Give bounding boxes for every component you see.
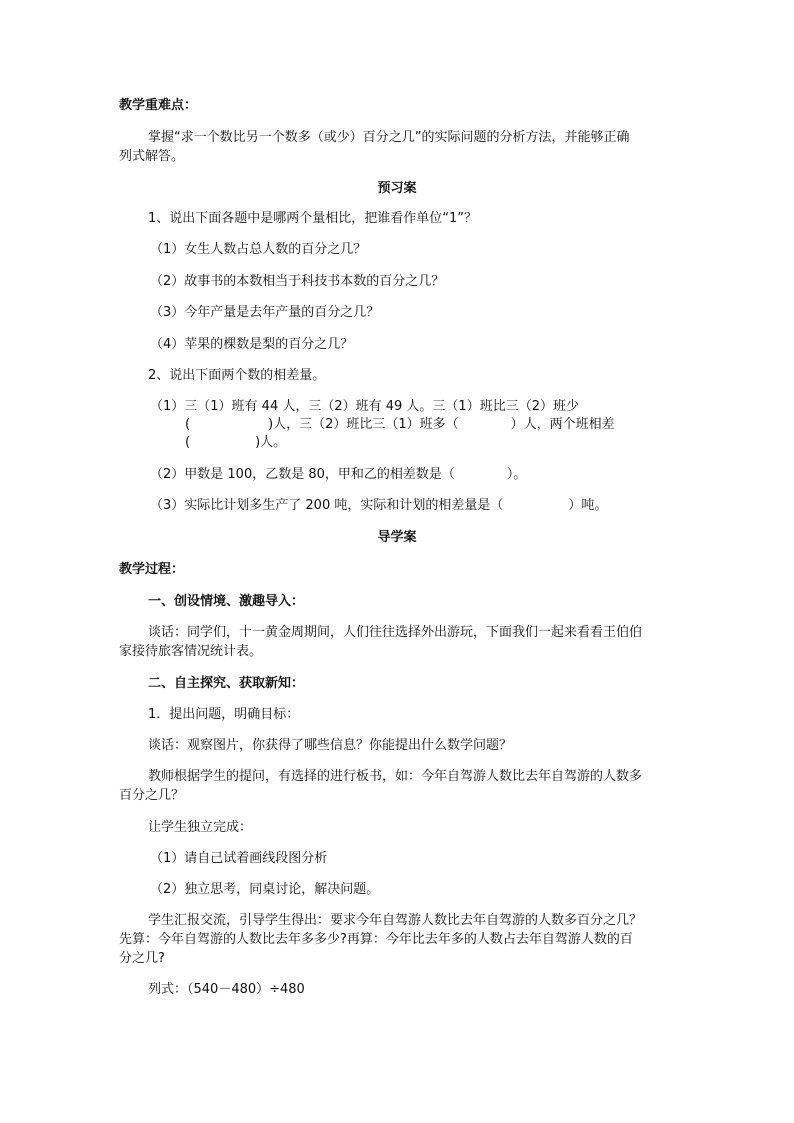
section2-heading: 二、自主探究、获取新知： bbox=[148, 676, 305, 691]
section2-talk: 谈话：观察图片，你获得了哪些信息？你能提出什么数学问题？ bbox=[148, 738, 513, 753]
guide-title: 导学案 bbox=[377, 530, 417, 545]
section2-teacher-line1: 教师根据学生的提问，有选择的进行板书，如：今年自驾游人数比去年自驾游的人数多 bbox=[148, 769, 643, 784]
preview-q2-item2: （2）甲数是 100，乙数是 80，甲和乙的相差数是（ ）。 bbox=[150, 467, 527, 482]
section2-sub2: （2）独立思考，同桌讨论，解决问题。 bbox=[150, 882, 380, 897]
section2-sub1: （1）请自己试着画线段图分析 bbox=[150, 851, 328, 866]
section2-report-line1: 学生汇报交流，引导学生得出：要求今年自驾游人数比去年自驾游的人数多百分之几？ bbox=[148, 913, 643, 928]
preview-q2-item1-line2: ( )人，三（2）班比三（1）班多（ ）人，两个班相差 bbox=[185, 417, 615, 432]
preview-q1-item: （3）今年产量是去年产量的百分之几？ bbox=[150, 305, 380, 320]
section1-heading: 一、创设情境、激趣导入： bbox=[148, 594, 305, 609]
section2-teacher-line2: 百分之几？ bbox=[119, 788, 185, 803]
section2-independent: 让学生独立完成： bbox=[148, 820, 253, 835]
section2-formula: 列式：（540－480）÷480 bbox=[148, 982, 305, 997]
preview-q1-item: （4）苹果的棵数是梨的百分之几？ bbox=[150, 337, 354, 352]
key-points-text-line1: 掌握“求一个数比另一个数多（或少）百分之几”的实际问题的分析方法，并能够正确 bbox=[148, 130, 630, 145]
preview-q1-item: （1）女生人数占总人数的百分之几？ bbox=[150, 242, 367, 257]
preview-q2-prompt: 2、说出下面两个数的相差量。 bbox=[148, 368, 326, 383]
preview-title: 预习案 bbox=[377, 181, 417, 196]
section1-text-line1: 谈话：同学们，十一黄金周期间，人们往往选择外出游玩，下面我们一起来看看王伯伯 bbox=[148, 625, 643, 640]
key-points-heading: 教学重难点： bbox=[119, 98, 198, 113]
section2-report-line3: 分之几? bbox=[119, 951, 165, 966]
preview-q2-item1-line1: （1）三（1）班有 44 人，三（2）班有 49 人。三（1）班比三（2）班少 bbox=[150, 399, 579, 414]
section1-text-line2: 家接待旅客情况统计表。 bbox=[119, 644, 263, 659]
process-heading: 教学过程： bbox=[119, 562, 185, 577]
section2-step1: 1．提出问题，明确目标： bbox=[148, 707, 300, 722]
preview-q2-item3: （3）实际比计划多生产了 200 吨，实际和计划的相差量是（ ）吨。 bbox=[150, 498, 608, 513]
key-points-text-line2: 列式解答。 bbox=[119, 149, 185, 164]
section2-report-line2: 先算：今年自驾游的人数比去年多多少?再算：今年比去年多的人数占去年自驾游人数的百 bbox=[119, 932, 633, 947]
preview-q1-prompt: 1、说出下面各题中是哪两个量相比，把谁看作单位“1”？ bbox=[148, 211, 478, 226]
preview-q1-item: （2）故事书的本数相当于科技书本数的百分之几？ bbox=[150, 274, 445, 289]
preview-q2-item1-line3: ( )人。 bbox=[185, 435, 287, 450]
